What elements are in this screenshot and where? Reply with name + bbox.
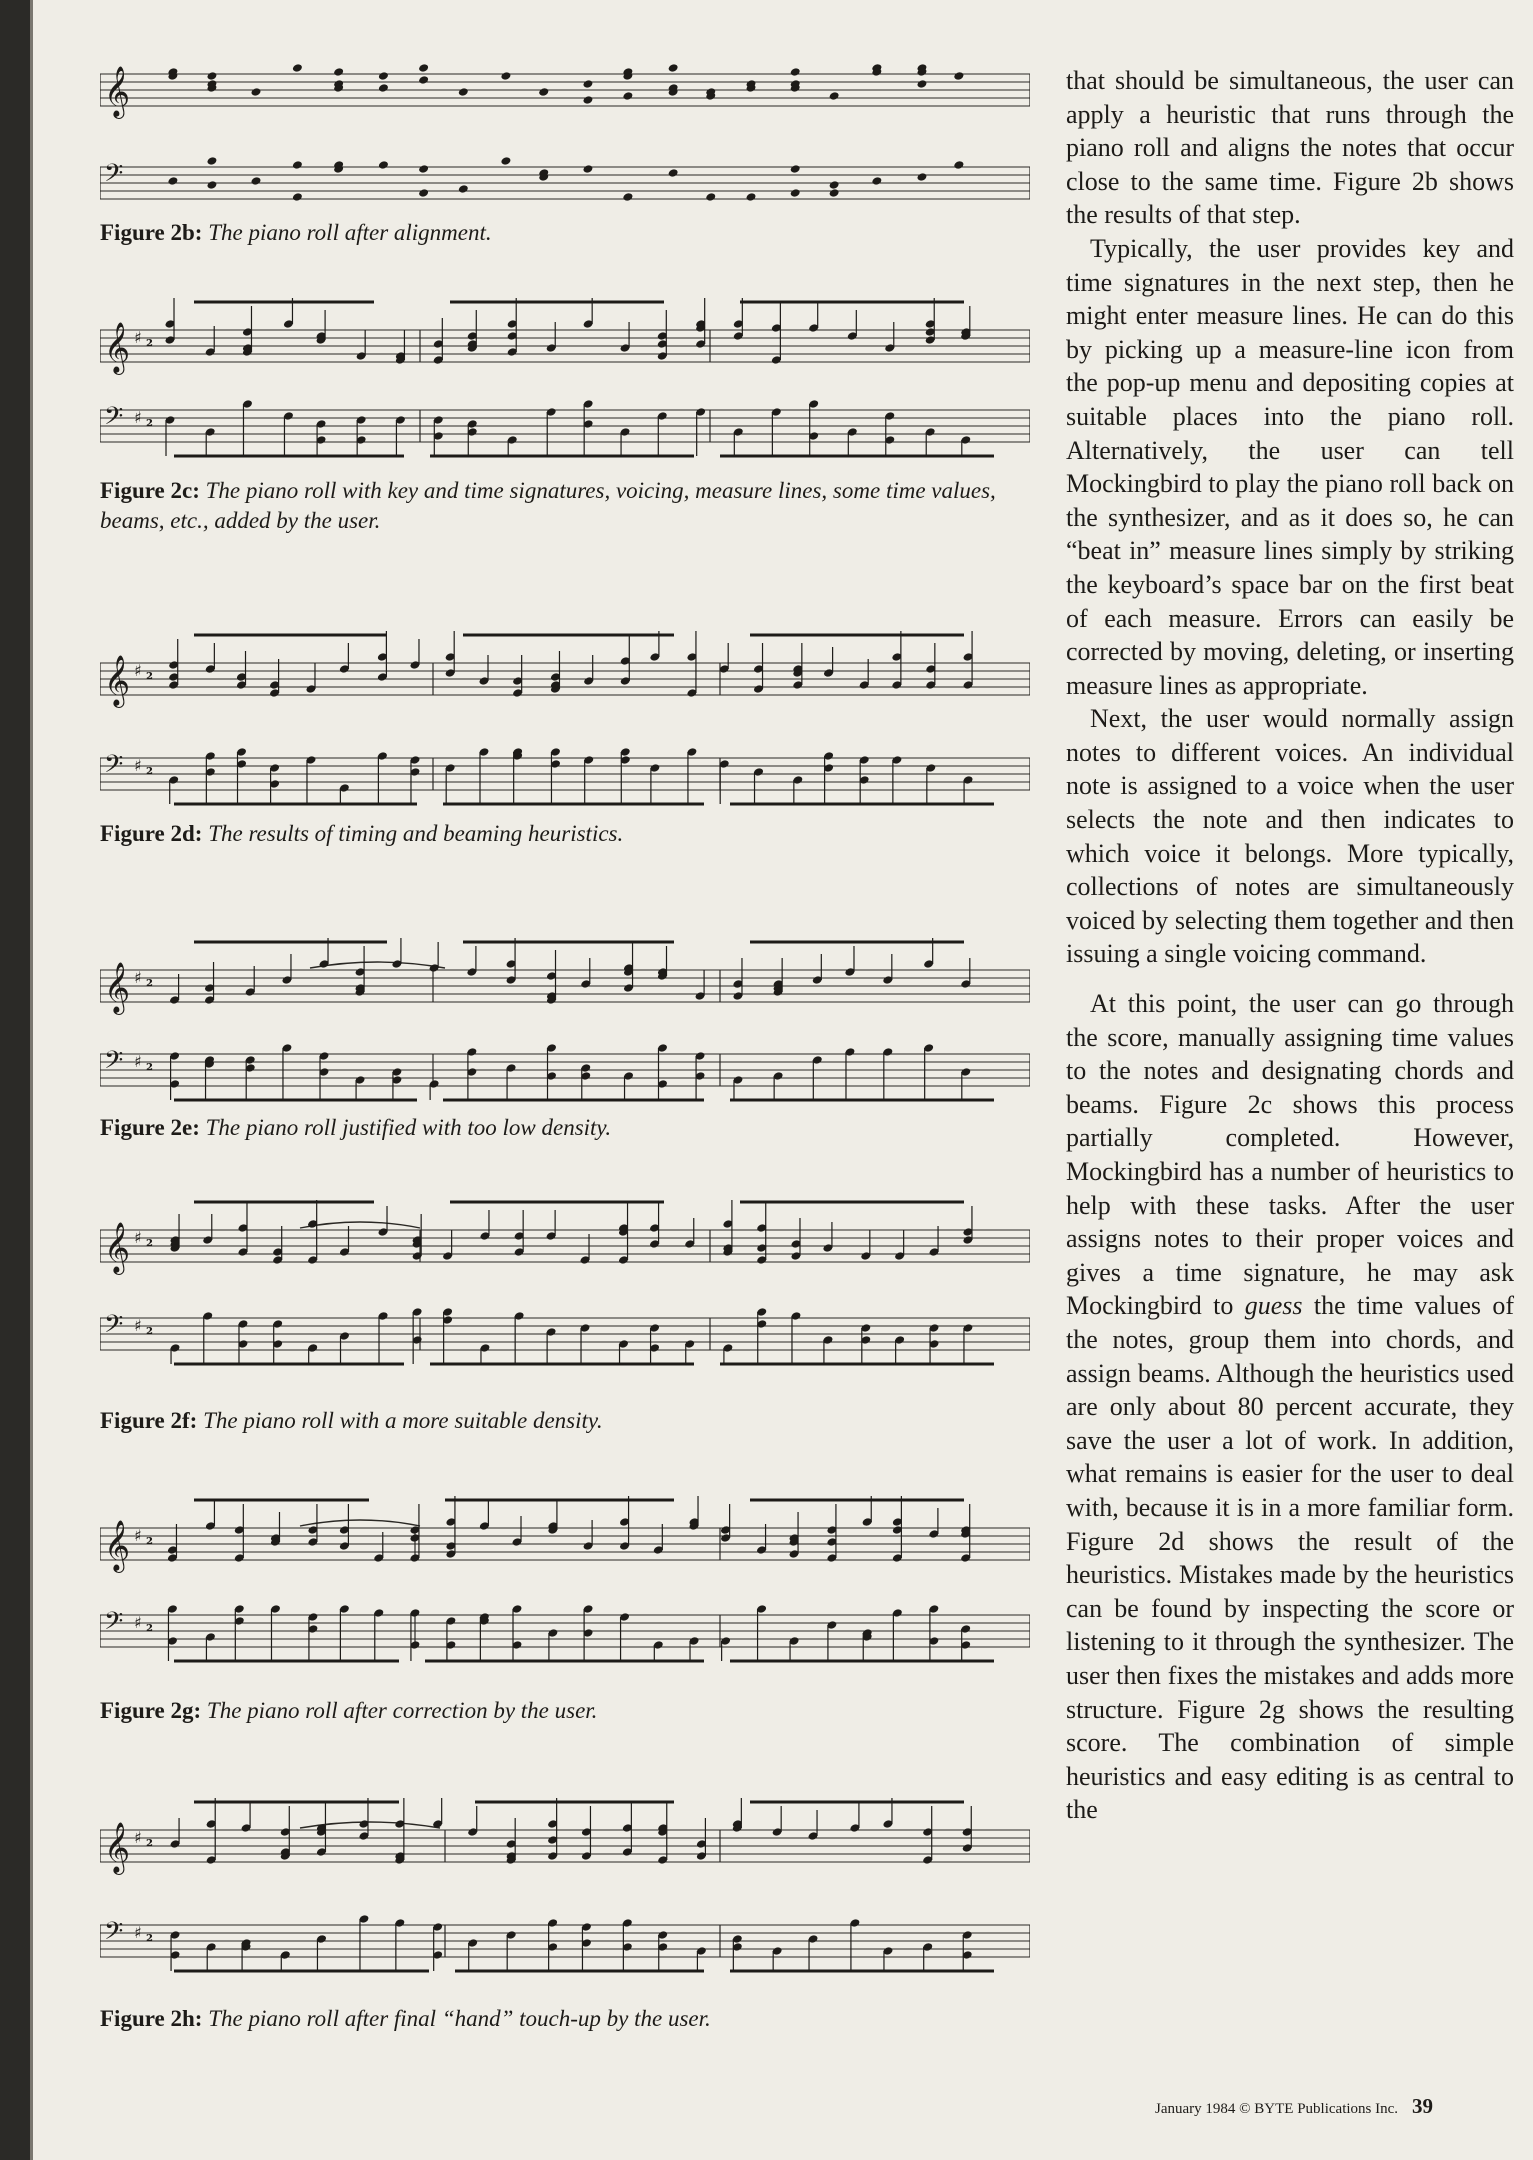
note-head xyxy=(668,168,679,178)
note-head xyxy=(790,188,801,198)
caption-label: Figure 2g: xyxy=(100,1698,202,1723)
figure-2c xyxy=(100,290,1030,536)
footer-credit: January 1984 © BYTE Publications Inc. xyxy=(1155,2101,1399,2117)
caption-label: Figure 2b: xyxy=(100,220,203,245)
caption-label: Figure 2f: xyxy=(100,1408,198,1433)
note-head xyxy=(746,192,757,202)
key-signature-icon: ♯ xyxy=(134,1051,142,1071)
page-binding-shadow xyxy=(0,0,30,2160)
key-signature-icon: ♯ xyxy=(134,755,142,775)
figure-2d xyxy=(100,608,1030,849)
key-signature-icon: ♯ xyxy=(134,967,142,987)
caption-text: The piano roll after alignment. xyxy=(208,220,492,245)
figure-2h xyxy=(100,1790,1030,2034)
note-head xyxy=(418,164,429,174)
paragraph-text: the time values of the notes, group them into chords, and assign beams. Although the heuristics used are only about 80 percent accurate, they save the user a lot of work. In addition, what remains is easier for the user to deal with, because it is in a more familiar form. Figure 2d shows the result of the heuristics. Mistakes made by the heuristics can be found by inspecting the score or listening to it through the synthesizer. The user then fixes the mistakes and adds more structure. Figure 2g shows the resulting score. The combination of simple heuristics and easy editing is as central to the xyxy=(1066,1291,1514,1825)
article-paragraph xyxy=(1066,987,1514,1827)
note-head xyxy=(916,79,927,89)
time-signature-icon: ₂ xyxy=(146,1055,154,1074)
time-signature-icon: ₂ xyxy=(146,1926,154,1945)
note-head xyxy=(206,71,217,81)
note-head xyxy=(538,87,549,97)
note-head xyxy=(418,75,429,85)
score-figure-2e xyxy=(100,912,1030,1107)
key-signature-icon: ♯ xyxy=(134,1227,142,1247)
time-signature-icon: ₂ xyxy=(146,759,154,778)
key-signature-icon: ♯ xyxy=(134,1922,142,1942)
bass-clef-icon: 𝄢 xyxy=(104,1046,124,1082)
bass-clef-icon: 𝄢 xyxy=(104,1310,124,1346)
treble-clef-icon: 𝄞 xyxy=(104,1222,131,1273)
time-signature-icon: ₂ xyxy=(146,1831,154,1850)
note-head xyxy=(790,67,801,77)
article-paragraph: Typically, the user provides key and time signatures in the next step, then he might enter measure lines. He can do this by picking up a measure-line icon from the pop-up menu and depositing copies at suitable places into the piano roll. Alternatively, the user can tell Mockingbird to play the piano roll back on the synthesizer, and as it does so, he can “beat in” measure lines simply by striking the keyboard’s space bar on the first beat of each measure. Errors can easily be corrected by moving, deleting, or inserting measure lines as appropriate. xyxy=(1066,233,1514,700)
note-head xyxy=(790,164,801,174)
caption-text: The piano roll with a more suitable density. xyxy=(203,1408,603,1433)
score-figure-2c xyxy=(100,290,1030,470)
tie-mark xyxy=(300,1222,420,1228)
key-signature-icon: ♯ xyxy=(134,327,142,347)
time-signature-icon: ₂ xyxy=(146,1231,154,1250)
bass-clef-icon: 𝄢 xyxy=(104,1607,124,1643)
page-footer xyxy=(1155,2094,1515,2119)
note-head xyxy=(292,63,303,73)
tie-mark xyxy=(310,962,445,968)
score-figure-2f xyxy=(100,1200,1030,1400)
time-signature-icon: ₂ xyxy=(146,971,154,990)
caption-text: The results of timing and beaming heuristics. xyxy=(208,821,624,846)
figure-caption xyxy=(100,2004,1030,2034)
key-signature-icon: ♯ xyxy=(134,660,142,680)
score-figure-2g xyxy=(100,1490,1030,1690)
time-signature-icon: ₂ xyxy=(146,1616,154,1635)
note-head xyxy=(206,156,217,166)
note-head xyxy=(871,176,882,186)
page-binding-edge xyxy=(30,0,33,2160)
treble-clef-icon: 𝄞 xyxy=(104,66,131,117)
key-signature-icon: ♯ xyxy=(134,1827,142,1847)
note-head xyxy=(251,176,262,186)
note-head xyxy=(418,188,429,198)
note-head xyxy=(418,63,429,73)
note-head xyxy=(378,160,389,170)
key-signature-icon: ♯ xyxy=(134,1315,142,1335)
paragraph-text: At this point, the user can go through the score, manually assigning time values to the notes and designating chords and beams. Figure 2c shows this process partially completed. However, Mockingbird has a number of heuristics to help with these tasks. After the user assigns notes to their proper voices and gives a time signature, he may ask Mockingbird to xyxy=(1066,989,1514,1321)
key-signature-icon: ♯ xyxy=(134,1525,142,1545)
note-head xyxy=(582,95,593,105)
note-head xyxy=(333,67,344,77)
time-signature-icon: ₂ xyxy=(146,664,154,683)
caption-label: Figure 2e: xyxy=(100,1115,200,1140)
treble-clef-icon: 𝄞 xyxy=(104,1520,131,1571)
note-head xyxy=(292,160,303,170)
note-head xyxy=(829,188,840,198)
bass-clef-icon: 𝄢 xyxy=(104,750,124,786)
page-number: 39 xyxy=(1412,2094,1434,2118)
note-head xyxy=(582,164,593,174)
note-head xyxy=(292,192,303,202)
tie-mark xyxy=(300,1520,420,1526)
note-head xyxy=(378,71,389,81)
note-head xyxy=(622,192,633,202)
note-head xyxy=(953,160,964,170)
figure-caption xyxy=(100,1696,1030,1726)
note-head xyxy=(458,184,469,194)
figure-caption xyxy=(100,218,1030,248)
key-signature-icon: ♯ xyxy=(134,407,142,427)
note-head xyxy=(500,156,511,166)
treble-clef-icon: 𝄞 xyxy=(104,962,131,1013)
caption-label: Figure 2h: xyxy=(100,2006,203,2031)
figure-caption xyxy=(100,1113,1030,1143)
bass-clef-icon: 𝄢 xyxy=(104,1917,124,1953)
score-figure-2b xyxy=(100,62,1030,212)
figure-caption xyxy=(100,819,1030,849)
note-head xyxy=(668,63,679,73)
note-head xyxy=(206,180,217,190)
figure-2b xyxy=(100,62,1030,248)
treble-clef-icon: 𝄞 xyxy=(104,1822,131,1873)
bass-clef-icon: 𝄢 xyxy=(104,159,124,195)
caption-text: The piano roll with key and time signatures, voicing, measure lines, some time values, beams, etc., added by the user. xyxy=(100,478,996,533)
figure-2e xyxy=(100,912,1030,1143)
caption-label: Figure 2c: xyxy=(100,478,200,503)
time-signature-icon: ₂ xyxy=(146,1319,154,1338)
note-head xyxy=(622,91,633,101)
note-head xyxy=(705,192,716,202)
article-paragraph: that should be simultaneous, the user can apply a heuristic that runs through the piano roll and aligns the notes that occur close to the same time. Figure 2b shows the results of that step. xyxy=(1066,66,1514,230)
article-paragraph: Next, the user would normally assign notes to different voices. An individual note is assigned to a voice when the user selects the note and then indicates to which voice it belongs. More typically, collections of notes are simultaneously voiced by selecting them together and then issuing a single voicing command. xyxy=(1066,704,1514,969)
note-head xyxy=(582,79,593,89)
figure-2g xyxy=(100,1490,1030,1726)
score-figure-2d xyxy=(100,608,1030,813)
score-figure-2h xyxy=(100,1790,1030,1998)
note-head xyxy=(953,71,964,81)
time-signature-icon: ₂ xyxy=(146,1529,154,1548)
figure-caption xyxy=(100,476,1030,536)
treble-clef-icon: 𝄞 xyxy=(104,322,131,373)
figure-caption xyxy=(100,1406,1030,1436)
note-head xyxy=(378,83,389,93)
caption-text: The piano roll justified with too low density. xyxy=(205,1115,612,1140)
time-signature-icon: ₂ xyxy=(146,411,154,430)
figure-2f xyxy=(100,1200,1030,1436)
note-head xyxy=(167,176,178,186)
caption-text: The piano roll after correction by the user. xyxy=(206,1698,598,1723)
article-column xyxy=(1066,64,1514,1827)
note-head xyxy=(251,87,262,97)
caption-label: Figure 2d: xyxy=(100,821,203,846)
key-signature-icon: ♯ xyxy=(134,1612,142,1632)
caption-text: The piano roll after final “hand” touch-up by the user. xyxy=(208,2006,711,2031)
note-head xyxy=(829,180,840,190)
time-signature-icon: ₂ xyxy=(146,331,154,350)
bass-clef-icon: 𝄢 xyxy=(104,402,124,438)
treble-clef-icon: 𝄞 xyxy=(104,655,131,706)
note-head xyxy=(500,71,511,81)
emphasis-text: guess xyxy=(1244,1291,1303,1321)
note-head xyxy=(916,172,927,182)
note-head xyxy=(829,91,840,101)
note-head xyxy=(458,87,469,97)
